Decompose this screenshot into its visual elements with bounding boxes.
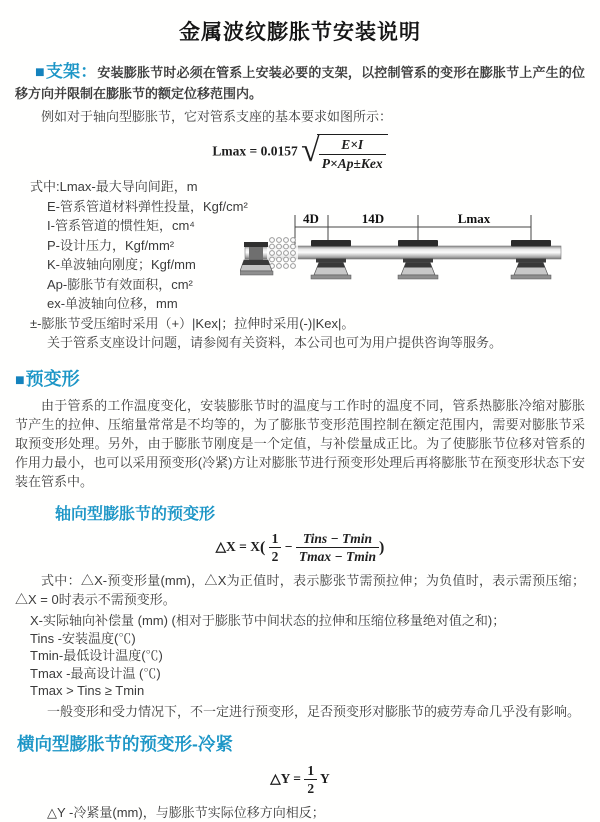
formula-rhs: Y — [319, 770, 330, 786]
one-half-fraction: $\frac{1}{2}$ — [269, 531, 282, 565]
radicand — [317, 134, 388, 171]
definition-line: X-实际轴向补偿量 (mm) (相对于膨胀节中间状态的拉伸和压缩位移量绝对值之和)； — [30, 612, 506, 628]
sqrt-radical — [301, 131, 388, 171]
support-section-heading — [35, 62, 97, 81]
service-note: 关于管系支座设计问题，请参阅有关资料，本公司也可为用户提供咨询等服务。 — [47, 335, 503, 351]
support-intro-paragraph — [15, 61, 585, 104]
dim-label-14d: 14D — [361, 211, 385, 227]
section-square-icon: ■ — [15, 371, 25, 389]
section-square-icon: ■ — [35, 64, 45, 81]
formula-lhs: △X = X — [215, 538, 260, 554]
bellows-coils — [267, 238, 298, 269]
formula-numerator: E×I — [319, 137, 386, 155]
minus-sign: − — [284, 538, 293, 554]
axial-subsection-heading: 轴向型膨胀节的预变形 — [55, 505, 216, 523]
guide-support — [311, 240, 351, 279]
lateral-note-line: △Y -冷紧量(mm)，与膨胀节实际位移方向相反； — [47, 804, 325, 820]
definition-line: Tmax > Tins ≥ Tmin — [30, 683, 145, 699]
pipe-support-diagram — [240, 209, 585, 304]
axial-general-note: 一般变形和受力情况下，不一定进行预变形，足否预变形对膨胀节的疲劳寿命几乎没有影响。 — [47, 703, 581, 719]
predeform-section-heading — [15, 365, 585, 391]
support-example-line: 例如对于轴向型膨胀节，它对管系支座的基本要求如图所示： — [41, 109, 393, 124]
page-title: 金属波纹膨胀节安装说明 — [179, 21, 421, 44]
dim-label-lmax: Lmax — [457, 211, 491, 227]
definition-line: E-管系管道材料弹性投量，Kgf/cm² — [47, 198, 248, 214]
formula-lhs: Lmax = 0.0157 — [212, 143, 298, 159]
guide-spacing-formula — [15, 131, 585, 171]
lateral-predeform-formula — [15, 763, 585, 797]
guide-support — [398, 240, 438, 279]
definition-line: I-管系管道的惯性矩，cm⁴ — [47, 218, 195, 234]
close-paren: ) — [379, 538, 385, 556]
definition-line: P-设计压力，Kgf/mm² — [47, 237, 175, 253]
sqrt-icon: √ — [301, 131, 320, 169]
axial-predeform-formula — [15, 531, 585, 565]
temperature-fraction: $\frac{\text{Tins − Tmin}}{Tmax - Tmin}$ — [296, 531, 379, 565]
one-half-fraction: $\frac{1}{2}$ — [304, 763, 317, 797]
support-heading-label: 支架： — [45, 62, 98, 81]
axial-note-paragraph: 式中：△X-预变形量(mm)，△X为正值时，表示膨张节需预拉伸；为负值时，表示需预压缩；△X = 0时表示不需预变形。 — [15, 572, 585, 607]
formula-lhs: △Y = — [270, 770, 301, 786]
support-intro-text: 安装膨胀节时必须在管系上安装必要的支架，以控制管系的变形在膨胀节上产生的位移方向并限制在膨胀节的额定位移范围内。 — [15, 65, 586, 101]
definition-line: 式中:Lmax-最大导向间距，m — [30, 179, 198, 195]
definition-line: Ap-膨胀节有效面积，cm² — [47, 276, 193, 292]
definition-line: Tins -安装温度(℃) — [30, 630, 136, 646]
guide-support — [511, 240, 551, 279]
definitions-and-diagram — [15, 177, 585, 353]
definition-line: Tmax -最高设计温 (℃) — [30, 665, 161, 681]
definition-line: K-单波轴向刚度；Kgf/mm — [47, 257, 196, 273]
predeform-heading-label: 预变形 — [25, 368, 80, 389]
definition-line: ex-单波轴向位移，mm — [47, 296, 178, 312]
dim-label-4d: 4D — [303, 211, 319, 227]
open-paren: ( — [259, 538, 266, 556]
formula-denominator: P×Ap±Kex — [321, 155, 383, 171]
definition-line: Tmin-最低设计温度(℃) — [30, 648, 163, 664]
predeform-paragraph: 由于管系的工作温度变化，安装膨胀节时的温度与工作时的温度不同，管系热膨胀冷缩对膨胀节产生的拉伸、压缩量常常是不均等的，为了膨胀节变形范围控制在额定范围内，需要对膨胀节采取预变形处理。另外，由于膨胀节刚度是一个定值，与补偿量成正比。为了使膨胀节位移对管系的作用力最小，也可以采用预变形(冷紧)方让对膨胀节进行预变形处理后再将膨胀节在预变形状态下安装在管系中。 — [15, 397, 585, 489]
lateral-subsection-heading: 横向型膨胀节的预变形-冷紧 — [17, 733, 233, 754]
plus-minus-note: ±-膨胀节受压缩时采用（+）|Kex|；拉伸时采用(-)|Kex|。 — [30, 315, 355, 331]
